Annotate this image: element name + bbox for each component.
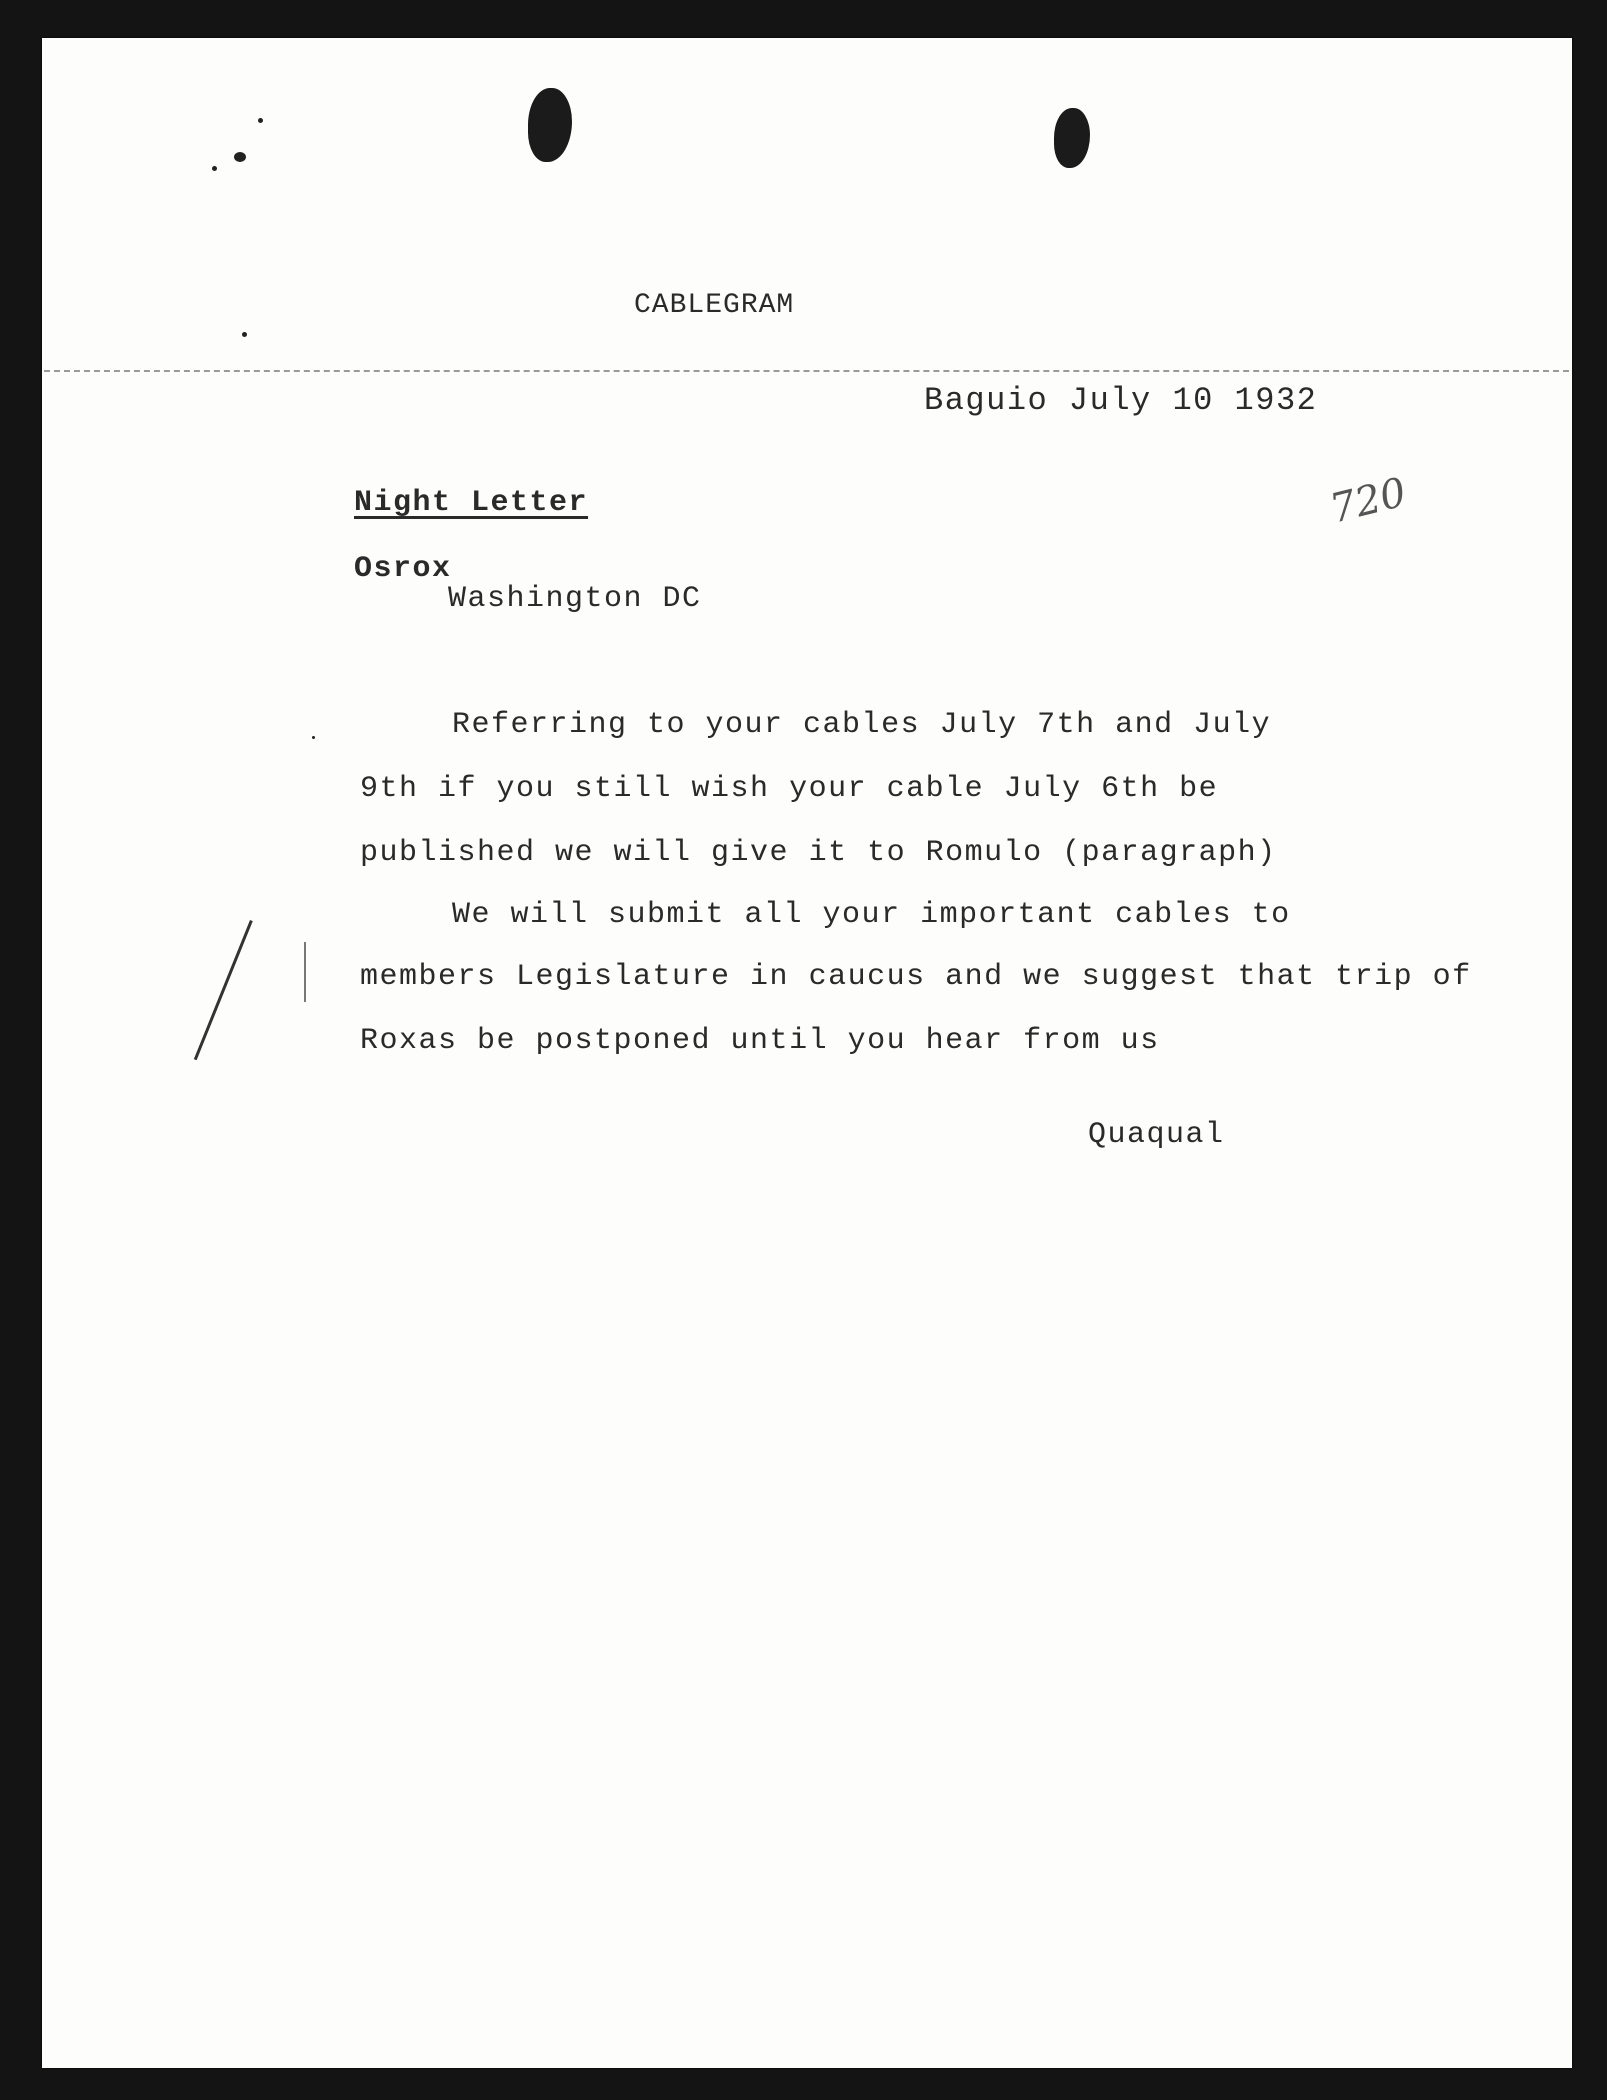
body-line: Referring to your cables July 7th and July [452,708,1272,742]
place-date: Baguio July 10 1932 [924,382,1318,419]
speck [212,166,217,171]
document-heading: CABLEGRAM [634,290,795,321]
recipient-name: Osrox [354,552,452,586]
speck [312,736,315,739]
signature: Quaqual [1088,1118,1225,1152]
body-line: We will submit all your important cables to [452,898,1291,932]
body-line: Roxas be postponed until you hear from us [360,1024,1160,1058]
body-line: published we will give it to Romulo (paragraph) [360,836,1277,870]
speck [234,152,246,162]
handwritten-note: 720 [1325,469,1411,533]
recipient-city: Washington DC [448,582,702,616]
body-line: members Legislature in caucus and we suggest that trip of [360,960,1472,994]
header-divider [44,370,1569,372]
service-type: Night Letter [354,486,589,520]
pencil-tick-mark [304,942,306,1002]
body-line: 9th if you still wish your cable July 6th be [360,772,1219,806]
speck [242,332,247,337]
speck [258,118,263,123]
